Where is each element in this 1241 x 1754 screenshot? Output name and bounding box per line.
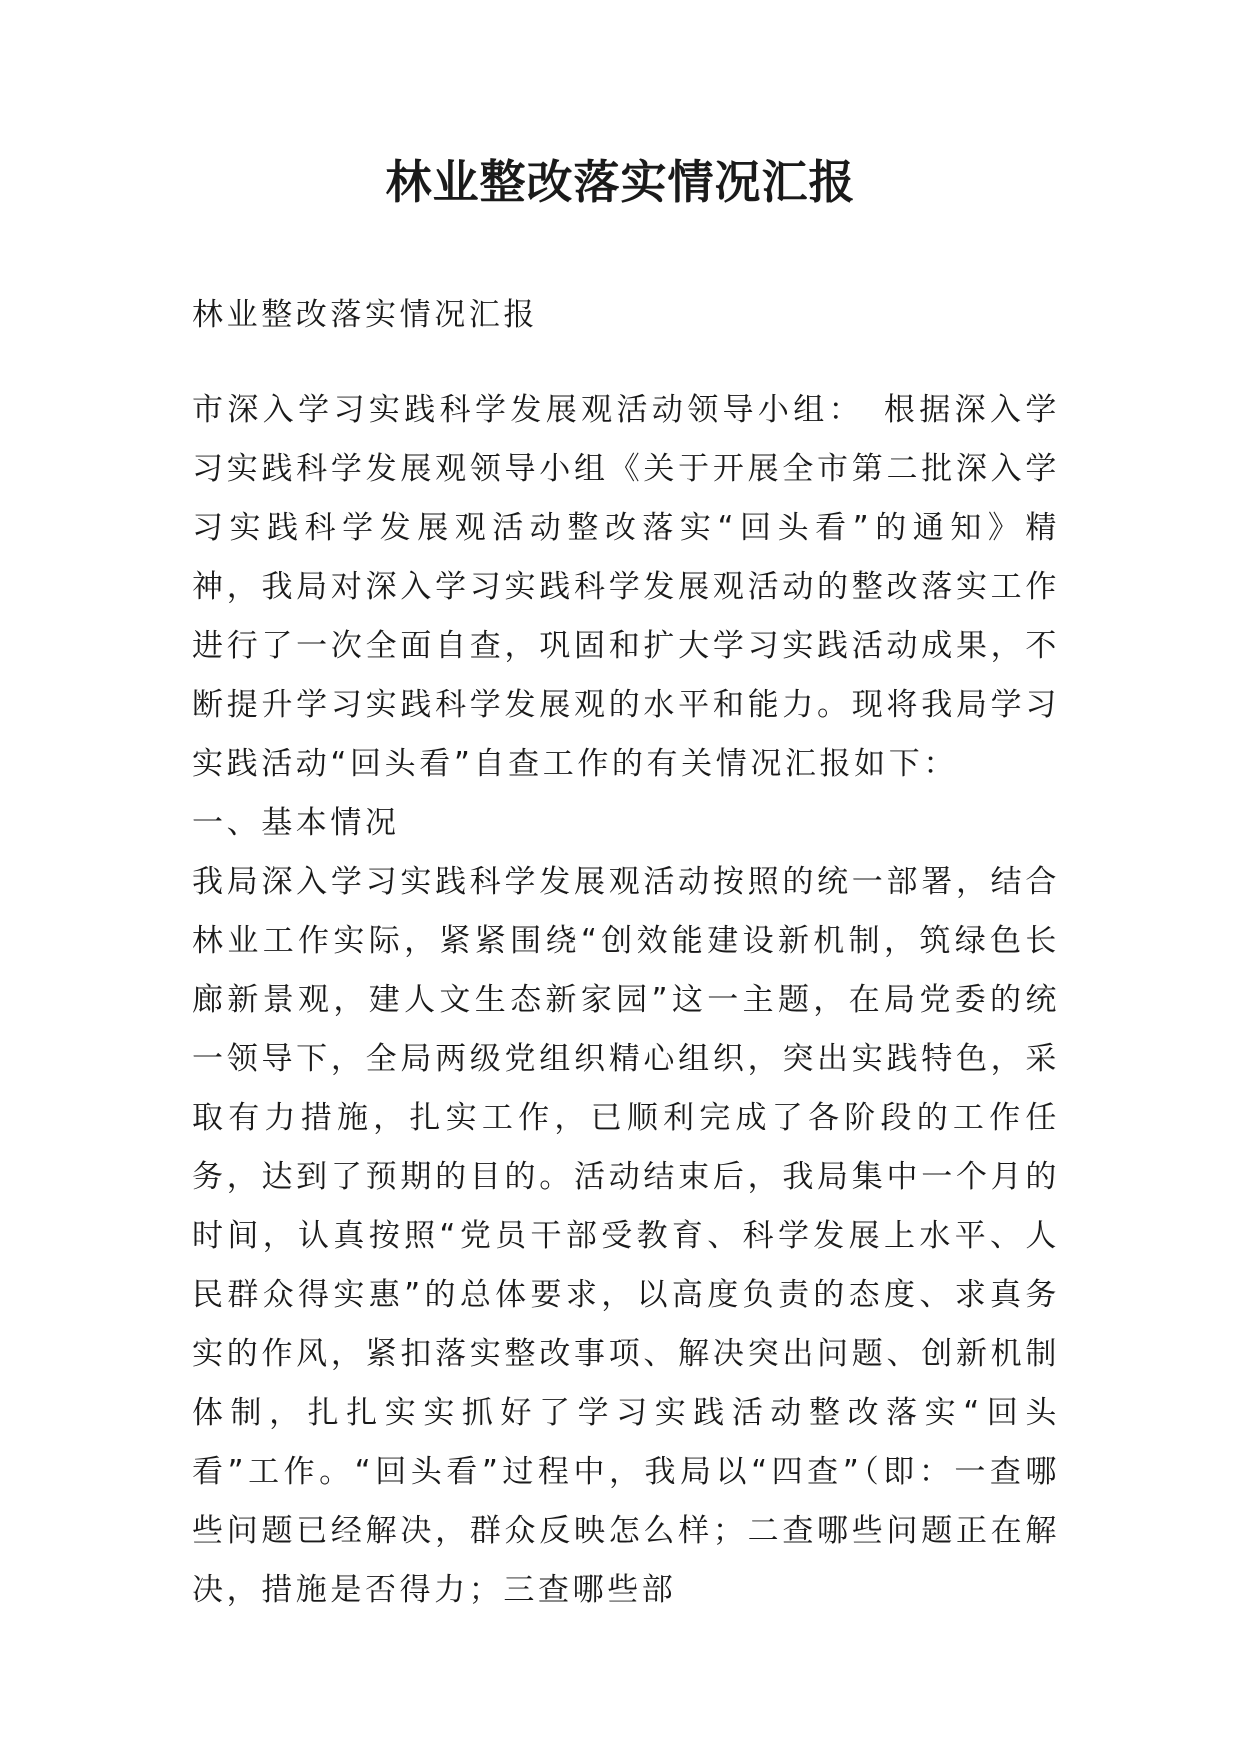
document-subtitle: 林业整改落实情况汇报 — [192, 297, 538, 333]
document-title: 林业整改落实情况汇报 — [385, 155, 856, 209]
paragraph-basic-situation: 我局深入学习实践科学发展观活动按照的统一部署，结合林业工作实际，紧紧围绕“创效能建设新机制，筑绿色长廊新景观，建人文生态新家园”这一主题，在局党委的统一领导下，全局两级党组织精心组织，突出实践特色，采取有力措施，扎实工作，已顺利完成了各阶段的工作任务，达到了预期的目的。活动结束后，我局集中一个月的时间，认真按照“党员干部受教育、科学发展上水平、人民群众得实惠”的总体要求，以高度负责的态度、求真务实的作风，紧扣落实整改事项、解决突出问题、创新机制体制，扎扎实实抓好了学习实践活动整改落实“回头看”工作。“回头看”过程中，我局以“四查”（即：一查哪些问题已经解决，群众反映怎么样；二查哪些问题正在解决，措施是否得力；三查哪些部 — [192, 864, 1060, 1608]
document-body — [192, 286, 1060, 1620]
section-heading-basic-situation: 一、基本情况 — [192, 805, 400, 841]
paragraph-introduction: 市深入学习实践科学发展观活动领导小组： 根据深入学习实践科学发展观领导小组《关于开展全市第二批深入学习实践科学发展观活动整改落实“回头看”的通知》精神，我局对深入学习实践科学发展观活动的整改落实工作进行了一次全面自查，巩固和扩大学习实践活动成果，不断提升学习实践科学发展观的水平和能力。现将我局学习实践活动“回头看”自查工作的有关情况汇报如下： — [192, 392, 1060, 782]
